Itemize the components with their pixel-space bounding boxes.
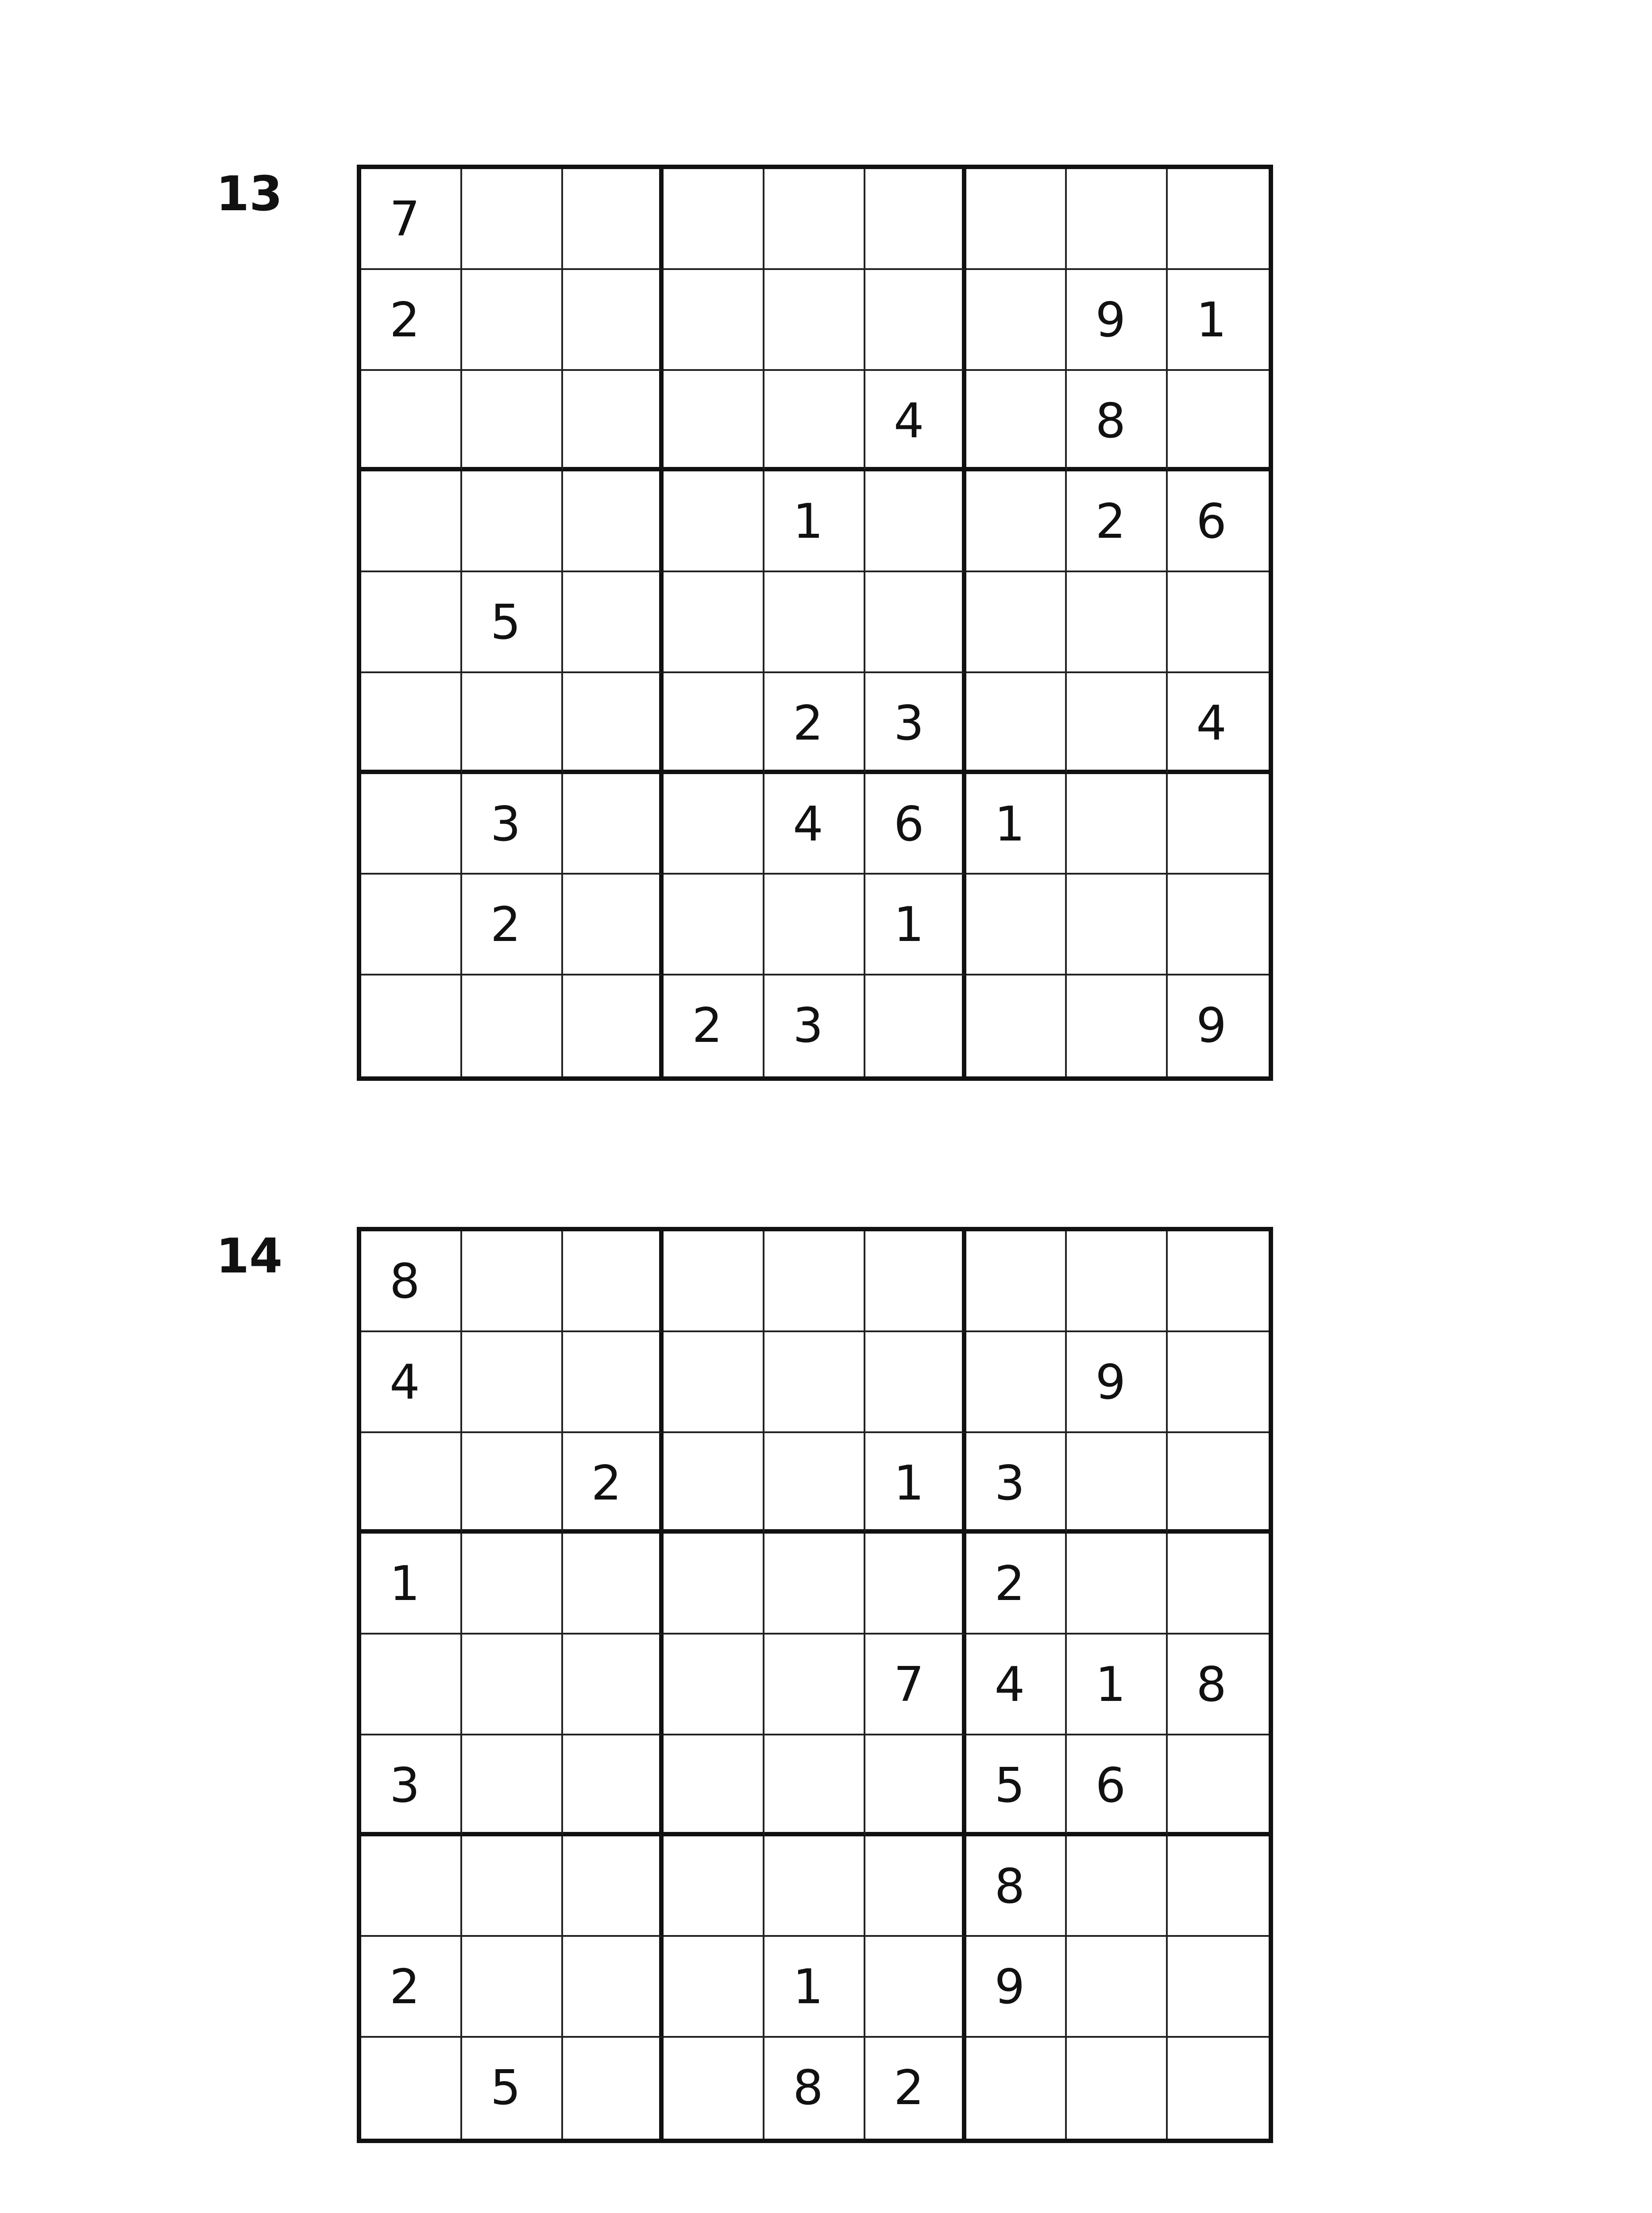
given-digit: 8	[793, 2060, 823, 2116]
given-digit: 9	[1095, 292, 1126, 348]
sudoku-cell[interactable]	[865, 673, 966, 774]
given-digit: 1	[893, 897, 924, 953]
given-digit: 5	[994, 1758, 1025, 1813]
given-digit: 2	[994, 1556, 1025, 1612]
sudoku-cell[interactable]	[361, 1836, 462, 1937]
given-digit: 5	[490, 2060, 521, 2116]
sudoku-cell[interactable]	[764, 572, 865, 673]
sudoku-cell[interactable]	[865, 1332, 966, 1433]
sudoku-cell[interactable]	[764, 270, 865, 371]
given-digit: 1	[893, 1455, 924, 1511]
given-digit: 2	[692, 998, 723, 1054]
sudoku-cell[interactable]	[563, 774, 664, 875]
given-digit: 8	[390, 1254, 420, 1309]
sudoku-cell[interactable]	[1067, 1735, 1168, 1836]
sudoku-cell[interactable]	[865, 975, 966, 1076]
sudoku-cell[interactable]	[865, 875, 966, 975]
sudoku-cell[interactable]	[966, 1534, 1067, 1635]
given-digit: 3	[793, 998, 823, 1054]
sudoku-cell[interactable]	[966, 774, 1067, 875]
sudoku-cell[interactable]	[563, 975, 664, 1076]
given-digit: 1	[1196, 292, 1227, 348]
given-digit: 7	[893, 1657, 924, 1713]
sudoku-cell[interactable]	[563, 371, 664, 472]
sudoku-cell[interactable]	[563, 270, 664, 371]
sudoku-cell[interactable]	[563, 1735, 664, 1836]
sudoku-cell[interactable]	[664, 673, 764, 774]
sudoku-cell[interactable]	[1168, 1836, 1269, 1937]
given-digit: 9	[1196, 998, 1227, 1054]
sudoku-cell[interactable]	[764, 371, 865, 472]
given-digit: 2	[390, 292, 420, 348]
sudoku-cell[interactable]	[1067, 572, 1168, 673]
sudoku-cell[interactable]	[764, 975, 865, 1076]
sudoku-board-13	[357, 165, 1273, 1081]
sudoku-cell[interactable]	[361, 471, 462, 572]
sudoku-cell[interactable]	[1168, 1937, 1269, 2038]
sudoku-cell[interactable]	[664, 975, 764, 1076]
given-digit: 4	[390, 1354, 420, 1410]
sudoku-cell[interactable]	[563, 1433, 664, 1534]
puzzle-number-13: 13	[216, 166, 283, 222]
sudoku-cell[interactable]	[1168, 1534, 1269, 1635]
sudoku-cell[interactable]	[1168, 1433, 1269, 1534]
sudoku-cell[interactable]	[865, 572, 966, 673]
sudoku-cell[interactable]	[462, 1735, 563, 1836]
sudoku-cell[interactable]	[664, 2038, 764, 2139]
sudoku-cell[interactable]	[361, 1735, 462, 1836]
sudoku-cell[interactable]	[664, 1231, 764, 1332]
sudoku-cell[interactable]	[764, 2038, 865, 2139]
sudoku-cell[interactable]	[966, 875, 1067, 975]
sudoku-cell[interactable]	[563, 1635, 664, 1735]
sudoku-cell[interactable]	[865, 471, 966, 572]
given-digit: 9	[1095, 1354, 1126, 1410]
sudoku-cell[interactable]	[1168, 1231, 1269, 1332]
sudoku-cell[interactable]	[361, 572, 462, 673]
sudoku-cell[interactable]	[966, 371, 1067, 472]
sudoku-cell[interactable]	[764, 875, 865, 975]
sudoku-cell[interactable]	[966, 471, 1067, 572]
given-digit: 1	[793, 1959, 823, 2015]
sudoku-cell[interactable]	[865, 2038, 966, 2139]
sudoku-cell[interactable]	[462, 1635, 563, 1735]
sudoku-cell[interactable]	[764, 169, 865, 270]
sudoku-cell[interactable]	[664, 1433, 764, 1534]
sudoku-cell[interactable]	[361, 1231, 462, 1332]
sudoku-cell[interactable]	[764, 1836, 865, 1937]
sudoku-cell[interactable]	[462, 1332, 563, 1433]
sudoku-cell[interactable]	[462, 2038, 563, 2139]
given-digit: 4	[994, 1657, 1025, 1713]
sudoku-cell[interactable]	[462, 1937, 563, 2038]
sudoku-cell[interactable]	[361, 1635, 462, 1735]
given-digit: 8	[1196, 1657, 1227, 1713]
sudoku-cell[interactable]	[966, 1332, 1067, 1433]
sudoku-cell[interactable]	[1067, 471, 1168, 572]
sudoku-cell[interactable]	[764, 1735, 865, 1836]
sudoku-cell[interactable]	[361, 371, 462, 472]
sudoku-cell[interactable]	[865, 1937, 966, 2038]
given-digit: 2	[591, 1455, 622, 1511]
given-digit: 5	[490, 595, 521, 651]
sudoku-cell[interactable]	[865, 169, 966, 270]
sudoku-cell[interactable]	[1067, 774, 1168, 875]
given-digit: 4	[1196, 695, 1227, 751]
given-digit: 3	[994, 1455, 1025, 1511]
sudoku-cell[interactable]	[1168, 572, 1269, 673]
sudoku-cell[interactable]	[563, 1836, 664, 1937]
given-digit: 3	[390, 1758, 420, 1813]
given-digit: 4	[793, 796, 823, 852]
sudoku-cell[interactable]	[1168, 1635, 1269, 1735]
given-digit: 3	[893, 695, 924, 751]
sudoku-cell[interactable]	[361, 2038, 462, 2139]
sudoku-cell[interactable]	[966, 1433, 1067, 1534]
sudoku-cell[interactable]	[966, 673, 1067, 774]
sudoku-cell[interactable]	[664, 1635, 764, 1735]
sudoku-cell[interactable]	[966, 572, 1067, 673]
sudoku-cell[interactable]	[1168, 1332, 1269, 1433]
sudoku-cell[interactable]	[563, 1332, 664, 1433]
sudoku-cell[interactable]	[664, 1937, 764, 2038]
sudoku-cell[interactable]	[664, 1735, 764, 1836]
sudoku-cell[interactable]	[462, 371, 563, 472]
sudoku-cell[interactable]	[865, 270, 966, 371]
sudoku-cell[interactable]	[563, 875, 664, 975]
sudoku-cell[interactable]	[462, 673, 563, 774]
given-digit: 2	[793, 695, 823, 751]
given-digit: 6	[1095, 1758, 1126, 1813]
sudoku-cell[interactable]	[865, 1635, 966, 1735]
sudoku-cell[interactable]	[1168, 875, 1269, 975]
sudoku-cell[interactable]	[1067, 1433, 1168, 1534]
sudoku-cell[interactable]	[1067, 975, 1168, 1076]
sudoku-cell[interactable]	[563, 572, 664, 673]
sudoku-cell[interactable]	[966, 975, 1067, 1076]
sudoku-cell[interactable]	[1168, 471, 1269, 572]
sudoku-cell[interactable]	[1067, 1836, 1168, 1937]
sudoku-cell[interactable]	[361, 270, 462, 371]
sudoku-cell[interactable]	[462, 169, 563, 270]
sudoku-cell[interactable]	[1067, 1534, 1168, 1635]
sudoku-cell[interactable]	[966, 1231, 1067, 1332]
sudoku-cell[interactable]	[1067, 169, 1168, 270]
given-digit: 9	[994, 1959, 1025, 2015]
sudoku-cell[interactable]	[1067, 1231, 1168, 1332]
sudoku-cell[interactable]	[764, 1433, 865, 1534]
given-digit: 1	[1095, 1657, 1126, 1713]
given-digit: 4	[893, 393, 924, 449]
sudoku-cell[interactable]	[664, 774, 764, 875]
sudoku-cell[interactable]	[361, 875, 462, 975]
sudoku-cell[interactable]	[462, 1836, 563, 1937]
sudoku-cell[interactable]	[361, 1937, 462, 2038]
sudoku-cell[interactable]	[764, 673, 865, 774]
sudoku-cell[interactable]	[1067, 1937, 1168, 2038]
sudoku-cell[interactable]	[361, 1534, 462, 1635]
sudoku-cell[interactable]	[361, 169, 462, 270]
sudoku-cell[interactable]	[664, 1534, 764, 1635]
given-digit: 1	[390, 1556, 420, 1612]
sudoku-cell[interactable]	[966, 169, 1067, 270]
sudoku-cell[interactable]	[563, 169, 664, 270]
sudoku-cell[interactable]	[865, 1836, 966, 1937]
sudoku-board-14	[357, 1227, 1273, 2143]
sudoku-cell[interactable]	[764, 774, 865, 875]
sudoku-cell[interactable]	[1168, 673, 1269, 774]
sudoku-cell[interactable]	[865, 774, 966, 875]
sudoku-cell[interactable]	[966, 2038, 1067, 2139]
sudoku-cell[interactable]	[764, 1332, 865, 1433]
sudoku-cell[interactable]	[462, 1231, 563, 1332]
sudoku-cell[interactable]	[1067, 875, 1168, 975]
sudoku-cell[interactable]	[966, 1836, 1067, 1937]
sudoku-cell[interactable]	[664, 1836, 764, 1937]
sudoku-cell[interactable]	[664, 1332, 764, 1433]
sudoku-cell[interactable]	[563, 471, 664, 572]
puzzle-number-14: 14	[216, 1229, 283, 1284]
sudoku-cell[interactable]	[664, 169, 764, 270]
given-digit: 7	[390, 192, 420, 247]
sudoku-cell[interactable]	[563, 2038, 664, 2139]
sudoku-cell[interactable]	[563, 1534, 664, 1635]
sudoku-cell[interactable]	[865, 1534, 966, 1635]
sudoku-cell[interactable]	[1067, 371, 1168, 472]
sudoku-cell[interactable]	[1168, 2038, 1269, 2139]
sudoku-cell[interactable]	[764, 1937, 865, 2038]
sudoku-cell[interactable]	[966, 1635, 1067, 1735]
sudoku-cell[interactable]	[1067, 2038, 1168, 2139]
sudoku-cell[interactable]	[764, 1635, 865, 1735]
sudoku-cell[interactable]	[764, 471, 865, 572]
sudoku-cell[interactable]	[1168, 774, 1269, 875]
sudoku-cell[interactable]	[361, 975, 462, 1076]
sudoku-cell[interactable]	[1067, 1635, 1168, 1735]
given-digit: 2	[893, 2060, 924, 2116]
sudoku-cell[interactable]	[361, 1433, 462, 1534]
sudoku-cell[interactable]	[1067, 673, 1168, 774]
sudoku-cell[interactable]	[764, 1231, 865, 1332]
sudoku-cell[interactable]	[764, 1534, 865, 1635]
sudoku-cell[interactable]	[462, 975, 563, 1076]
sudoku-cell[interactable]	[865, 1735, 966, 1836]
sudoku-cell[interactable]	[865, 371, 966, 472]
sudoku-cell[interactable]	[664, 875, 764, 975]
sudoku-cell[interactable]	[462, 1433, 563, 1534]
given-digit: 6	[1196, 494, 1227, 550]
sudoku-cell[interactable]	[1067, 1332, 1168, 1433]
given-digit: 6	[893, 796, 924, 852]
sudoku-cell[interactable]	[462, 270, 563, 371]
given-digit: 2	[1095, 494, 1126, 550]
sudoku-cell[interactable]	[563, 1231, 664, 1332]
sudoku-cell[interactable]	[966, 1735, 1067, 1836]
sudoku-cell[interactable]	[563, 1937, 664, 2038]
sudoku-cell[interactable]	[966, 1937, 1067, 2038]
sudoku-cell[interactable]	[1168, 169, 1269, 270]
sudoku-cell[interactable]	[462, 1534, 563, 1635]
given-digit: 3	[490, 796, 521, 852]
sudoku-cell[interactable]	[664, 270, 764, 371]
given-digit: 2	[490, 897, 521, 953]
sudoku-cell[interactable]	[563, 673, 664, 774]
given-digit: 8	[1095, 393, 1126, 449]
sudoku-cell[interactable]	[361, 1332, 462, 1433]
sudoku-cell[interactable]	[664, 572, 764, 673]
sudoku-cell[interactable]	[462, 471, 563, 572]
sudoku-cell[interactable]	[865, 1231, 966, 1332]
given-digit: 1	[793, 494, 823, 550]
sudoku-cell[interactable]	[1168, 975, 1269, 1076]
sudoku-cell[interactable]	[1168, 371, 1269, 472]
sudoku-cell[interactable]	[462, 774, 563, 875]
given-digit: 2	[390, 1959, 420, 2015]
sudoku-cell[interactable]	[462, 875, 563, 975]
given-digit: 1	[994, 796, 1025, 852]
sudoku-cell[interactable]	[1168, 270, 1269, 371]
sudoku-cell[interactable]	[966, 270, 1067, 371]
sudoku-cell[interactable]	[361, 774, 462, 875]
sudoku-cell[interactable]	[361, 673, 462, 774]
sudoku-cell[interactable]	[462, 572, 563, 673]
sudoku-cell[interactable]	[664, 371, 764, 472]
sudoku-cell[interactable]	[664, 471, 764, 572]
sudoku-cell[interactable]	[1067, 270, 1168, 371]
given-digit: 8	[994, 1858, 1025, 1914]
sudoku-cell[interactable]	[1168, 1735, 1269, 1836]
sudoku-cell[interactable]	[865, 1433, 966, 1534]
